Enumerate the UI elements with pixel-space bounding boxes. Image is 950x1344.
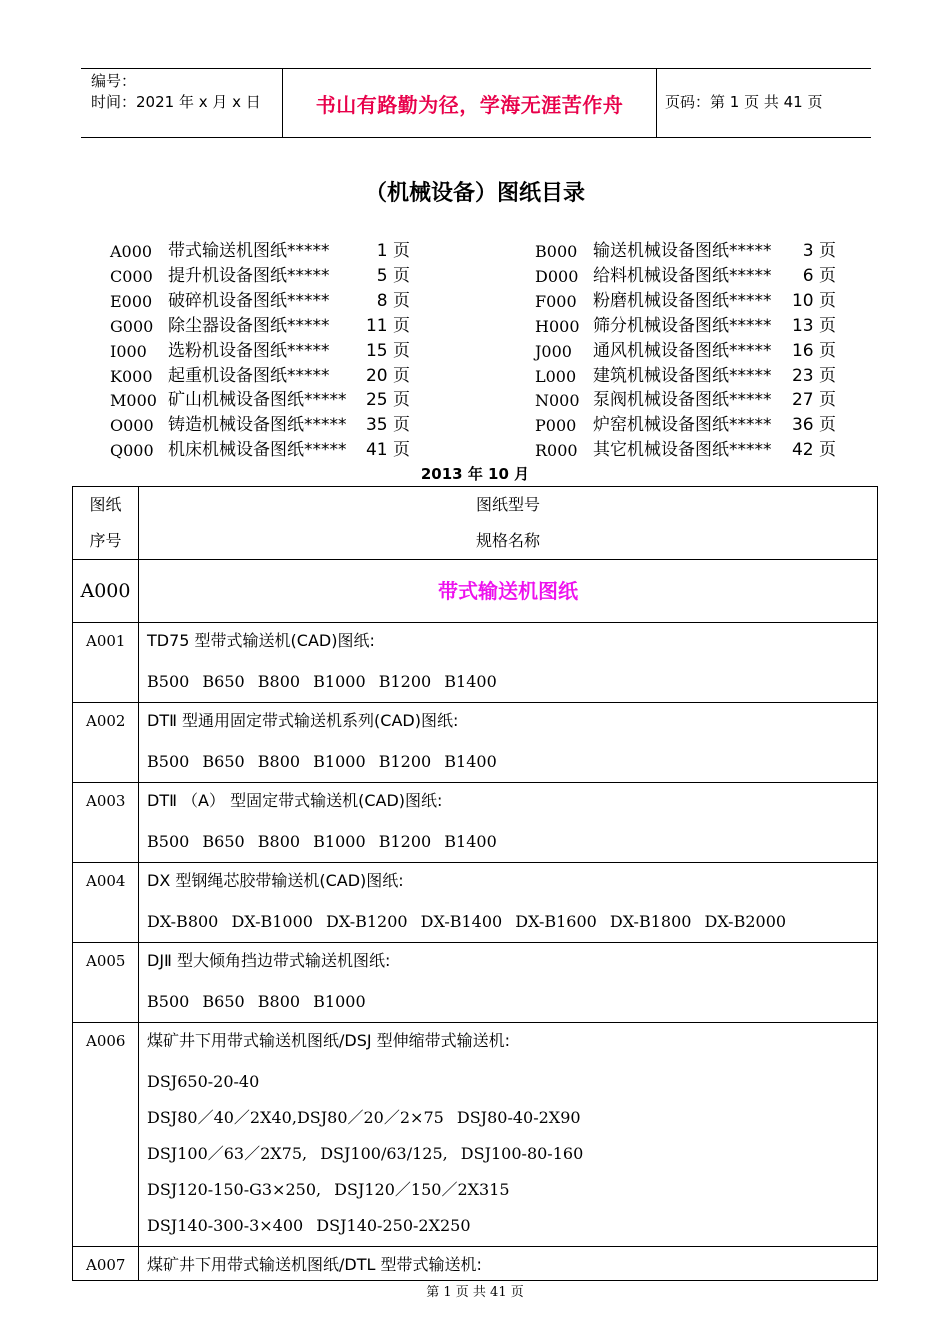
index-entry	[110, 438, 430, 463]
index-code: G000	[110, 316, 154, 336]
index-code: P000	[535, 416, 577, 436]
index-code: B000	[535, 242, 578, 261]
page-footer: 第 1 页 共 41 页	[426, 1285, 524, 1300]
index-page: 23 页	[791, 365, 836, 386]
row-title: DJⅡ 型大倾角挡边带式输送机图纸:	[147, 951, 391, 970]
table-row	[73, 943, 878, 1023]
row-body-cell	[139, 863, 878, 943]
row-body-cell	[139, 783, 878, 863]
index-code: N000	[535, 391, 580, 411]
index-code: M000	[110, 391, 157, 411]
index-name: 炉窑机械设备图纸*****	[593, 415, 772, 436]
index-entry	[110, 339, 430, 364]
index-page: 25 页	[365, 390, 410, 411]
index-code: D000	[535, 266, 579, 286]
table-row	[73, 863, 878, 943]
index-entry	[535, 413, 855, 438]
page-header	[81, 68, 871, 138]
row-body-cell	[139, 1247, 878, 1281]
index-page: 20 页	[365, 365, 410, 386]
table-header-row	[73, 487, 878, 560]
header-main-line-1: 图纸型号	[475, 495, 540, 514]
index-entry	[110, 289, 430, 314]
index-name: 泵阀机械设备图纸*****	[593, 390, 772, 411]
table-row	[73, 703, 878, 783]
table-row	[73, 1247, 878, 1281]
index-name: 筛分机械设备图纸*****	[593, 315, 772, 336]
row-spec-line: DSJ120-150-G3×250, DSJ120／150／2X315	[147, 1180, 510, 1199]
row-title: 煤矿井下用带式输送机图纸/DSJ 型伸缩带式输送机:	[147, 1031, 511, 1050]
index-name: 破碎机设备图纸*****	[168, 290, 330, 311]
table-row	[73, 623, 878, 703]
row-code-cell	[73, 1247, 139, 1281]
index-name: 其它机械设备图纸*****	[593, 440, 772, 461]
row-spec-line: B500 B650 B800 B1000 B1200 B1400	[147, 672, 497, 691]
row-code: A004	[86, 872, 126, 890]
row-body-cell	[139, 703, 878, 783]
index-code: J000	[535, 341, 572, 361]
index-page: 5 页	[376, 265, 410, 286]
date-line: 2013 年 10 月	[420, 465, 530, 483]
index-page: 16 页	[791, 340, 836, 361]
row-code: A002	[86, 712, 126, 730]
index-entry	[535, 264, 855, 289]
index-entry	[535, 364, 855, 389]
row-code: A001	[86, 632, 126, 650]
index-name: 起重机设备图纸*****	[168, 365, 330, 386]
index-name: 铸造机械设备图纸*****	[168, 415, 347, 436]
index-entry	[110, 314, 430, 339]
index-entry	[110, 239, 430, 264]
row-title: TD75 型带式输送机(CAD)图纸:	[147, 631, 375, 650]
row-title: 煤矿井下用带式输送机图纸/DTL 型带式输送机:	[147, 1255, 482, 1274]
index-code: H000	[535, 316, 580, 336]
index-page: 41 页	[365, 440, 410, 461]
row-title: DX 型钢绳芯胶带输送机(CAD)图纸:	[147, 871, 404, 890]
index-page: 13 页	[791, 315, 836, 336]
index-name: 给料机械设备图纸*****	[593, 265, 772, 286]
index-entry	[535, 438, 855, 463]
index-entry	[535, 388, 855, 413]
index-code: F000	[535, 291, 577, 311]
index-page: 8 页	[376, 290, 410, 311]
row-code-cell	[73, 863, 139, 943]
section-title-cell	[139, 560, 878, 623]
index-code: L000	[535, 366, 577, 386]
index-name: 选粉机设备图纸*****	[168, 340, 330, 361]
index-code: R000	[535, 441, 578, 461]
index-code: O000	[110, 416, 154, 436]
index-code: A000	[110, 242, 153, 261]
row-title: DTⅡ 型通用固定带式输送机系列(CAD)图纸:	[147, 711, 459, 730]
document-title: （机械设备）图纸目录	[364, 181, 585, 206]
header-main-line-2: 规格名称	[475, 531, 540, 550]
header-code-line-2: 序号	[89, 531, 122, 550]
table-row	[73, 783, 878, 863]
index-entry	[110, 388, 430, 413]
row-spec-line: B500 B650 B800 B1000	[147, 992, 366, 1011]
row-spec-line: DSJ140-300-3×400 DSJ140-250-2X250	[147, 1216, 471, 1235]
index-code: C000	[110, 266, 153, 286]
section-row	[73, 560, 878, 623]
index-page: 3 页	[802, 241, 836, 261]
row-code: A003	[86, 792, 126, 810]
row-code-cell	[73, 623, 139, 703]
row-code-cell	[73, 783, 139, 863]
index-name: 矿山机械设备图纸*****	[168, 390, 347, 411]
index-name: 通风机械设备图纸*****	[593, 340, 772, 361]
catalog-table	[72, 486, 878, 1281]
row-code: A005	[86, 952, 126, 970]
index-name: 提升机设备图纸*****	[168, 265, 330, 286]
row-code-cell	[73, 1023, 139, 1247]
row-spec-line: DSJ80／40／2X40,DSJ80／20／2×75 DSJ80-40-2X90	[147, 1108, 581, 1127]
index-name: 粉磨机械设备图纸*****	[593, 290, 772, 311]
row-spec-line: DSJ650-20-40	[147, 1072, 260, 1091]
header-meta	[91, 71, 261, 113]
index-page: 42 页	[791, 440, 836, 461]
row-code: A007	[86, 1256, 126, 1274]
row-body-cell	[139, 623, 878, 703]
index-code: K000	[110, 366, 153, 386]
row-spec-line: DX-B800 DX-B1000 DX-B1200 DX-B1400 DX-B1600 DX-B1800 DX-B2000	[147, 912, 787, 931]
index-entry	[535, 339, 855, 364]
index-entry	[110, 413, 430, 438]
section-code-cell	[73, 560, 139, 623]
row-spec-line: B500 B650 B800 B1000 B1200 B1400	[147, 832, 497, 851]
index-code: I000	[110, 341, 147, 361]
index-page: 6 页	[802, 265, 836, 286]
index-page: 27 页	[791, 390, 836, 411]
section-title: 带式输送机图纸	[438, 579, 578, 603]
index-page: 1 页	[376, 241, 410, 261]
header-code-cell	[73, 487, 139, 560]
index-name: 建筑机械设备图纸*****	[593, 365, 772, 386]
index-entry	[535, 314, 855, 339]
index-page: 36 页	[791, 415, 836, 436]
index-code: E000	[110, 291, 153, 311]
index-page: 10 页	[791, 290, 836, 311]
table-row	[73, 1023, 878, 1247]
row-spec-line: DSJ100／63／2X75, DSJ100/63/125, DSJ100-80-160	[147, 1144, 584, 1163]
row-code-cell	[73, 943, 139, 1023]
index-name: 输送机械设备图纸*****	[593, 241, 772, 261]
row-code: A006	[86, 1032, 126, 1050]
index-code: Q000	[110, 441, 154, 461]
row-spec-line: B500 B650 B800 B1000 B1200 B1400	[147, 752, 497, 771]
row-code-cell	[73, 703, 139, 783]
row-body-cell	[139, 1023, 878, 1247]
header-page-info: 页码：第 1 页 共 41 页	[665, 93, 823, 111]
row-title: DTⅡ （A） 型固定带式输送机(CAD)图纸:	[147, 791, 443, 810]
time-label: 时间：2021 年 x 月 x 日	[91, 93, 261, 111]
header-motto: 书山有路勤为径，学海无涯苦作舟	[282, 69, 657, 137]
index-entry	[535, 289, 855, 314]
section-code: A000	[80, 580, 131, 602]
header-main-cell	[139, 487, 878, 560]
index-page: 35 页	[365, 415, 410, 436]
index-entry	[535, 239, 855, 264]
header-code-line-1: 图纸	[89, 495, 122, 514]
index-page: 11 页	[365, 315, 410, 336]
index-entry	[110, 264, 430, 289]
row-body-cell	[139, 943, 878, 1023]
index-page: 15 页	[365, 340, 410, 361]
number-label: 编号：	[91, 72, 137, 90]
index-name: 除尘器设备图纸*****	[168, 315, 330, 336]
index-name: 机床机械设备图纸*****	[168, 440, 347, 461]
index-entry	[110, 364, 430, 389]
index-name: 带式输送机图纸*****	[168, 241, 330, 261]
index-list	[0, 239, 950, 464]
